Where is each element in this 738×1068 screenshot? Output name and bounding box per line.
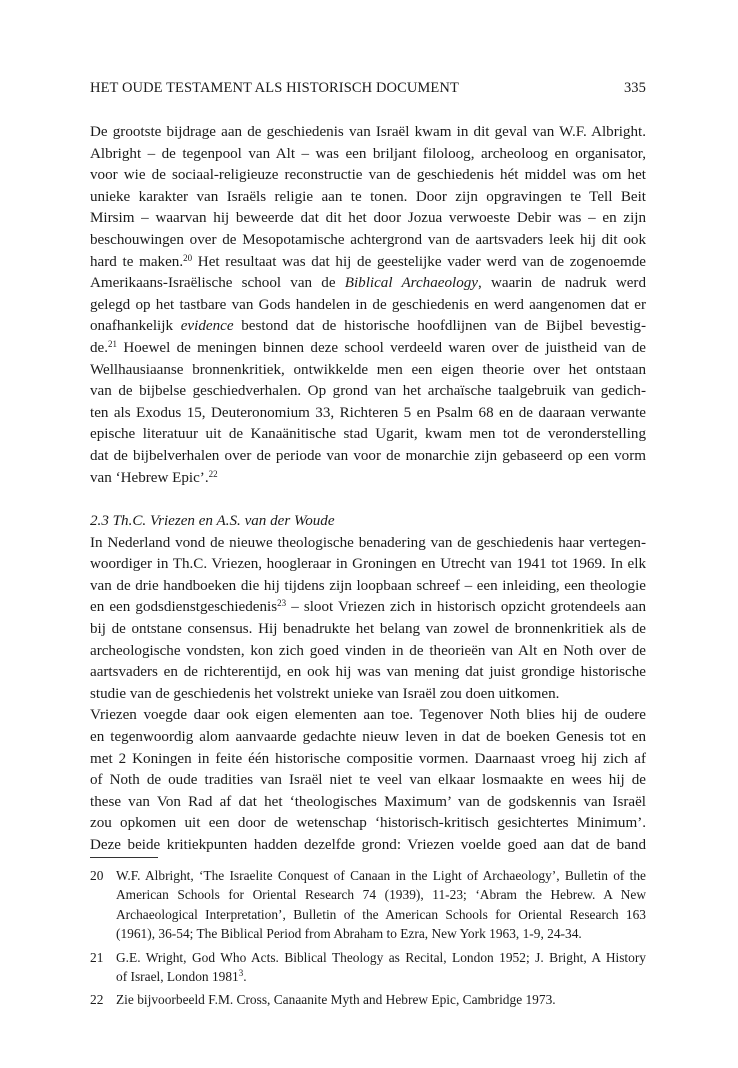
paragraph-vriezen-2 [90,705,646,856]
footnote-line: American Schools for Oriental Research 74 (1939), 11-23; ‘Abram the Hebrew. A New [116,887,646,903]
edition-superscript: 3 [238,968,244,979]
text-line: Albright – de tegenpool van Alt – was een briljant filoloog, archeoloog en organisator, [90,145,646,162]
text-line: of Noth de oude tradities van Israël niet te veel van elkaar losmaakte en wees hij de [90,772,646,789]
text-line: Wellhausiaanse bronnenkritiek, ontwikkelde men een eigen theorie over het ontstaan [90,361,646,378]
text-line: met 2 Koningen in feite één historische compositie vormen. Daarnaast vroeg hij zich af [90,750,646,767]
text-line: de.$^{21}$ Hoewel de meningen binnen deze school verdeeld waren over de juistheid van de [90,338,646,356]
text-line: van de drie handboeken die hij tijdens zijn loopbaan schreef – een inleiding, een theologie [90,577,646,594]
text-line: Vriezen voegde daar ook eigen elementen aan toe. Tegenover Noth blies hij de oudere [90,707,646,724]
footnote-line: G.E. Wright, God Who Acts. Biblical Theology as Recital, London 1952; J. Bright, A History [116,949,646,965]
footnote-21 [90,948,646,987]
footnote-number: 21 [90,949,104,965]
text-line: In Nederland vond de nieuwe theologische benadering van de geschiedenis haar vertegen- [90,534,646,551]
footnote-line: (1961), 36-54; The Biblical Period from Abraham to Ezra, New York 1963, 1-9, 24-34. [116,926,582,942]
text-line: van de bijbelse geschiedverhalen. Op grond van het archaïsche taalgebruik van gedich- [90,383,646,400]
footnote-separator [90,857,158,858]
text-line: en een godsdienstgeschiedenis$^{23}$ – sloot Vriezen zich in historisch opzicht grotendeels aan [90,598,647,616]
text-line: woordiger in Th.C. Vriezen, hoogleraar in Groningen en Utrecht van 1941 tot 1969. In elk [90,556,646,573]
body-text [90,122,646,857]
text-line: studie van de geschiedenis het volstrekt unieke van Israël zou doen uitkomen. [90,685,560,702]
section-gap [90,489,646,511]
paragraph-albright [90,122,646,489]
footnote-22 [90,990,646,1009]
footnote-line: of Israel, London 1981$^3$. [116,968,247,985]
section-heading: 2.3 Th.C. Vriezen en A.S. van der Woude [90,513,335,530]
text-line: unieke karakter van Israëls religie aan te tonen. Door zijn opgravingen te Tell Beit [90,188,646,205]
text-line: gelegd op het tastbare van Gods handelen in de geschiedenis en werd aangenomen dat er [90,296,646,313]
text-line: archeologische vondsten, kon zich goed vinden in de theorieën van Alt en Noth over de [90,642,646,659]
footnote-ref-23[interactable]: 23 [277,598,287,609]
footnotes [90,866,646,1014]
text-line: zou opkomen uit een door de wetenschap ‘historisch-kritisch gesichtertes Minimum’. [90,815,646,832]
paragraph-vriezen-1 [90,533,646,706]
page-number: 335 [623,80,646,96]
text-line: dat de bijbelverhalen over de periode van voor de monarchie zijn gebaseerd op een vorm [90,447,646,464]
footnote-line: W.F. Albright, ‘The Israelite Conquest of Canaan in the Light of Archaeology’, Bulletin of the [116,868,646,883]
footnote-ref-20[interactable]: 20 [183,252,193,263]
text-line: onafhankelijk evidence bestond dat de historische hoofdlijnen van de Bijbel bevestig- [90,318,647,335]
text-line: Amerikaans-Israëlische school van de Biblical Archaeology, waarin de nadruk werd [90,275,646,292]
text-line: Deze beide kritiekpunten hadden dezelfde grond: Vriezen voelde goed aan dat de band [90,837,646,853]
text-line: De grootste bijdrage aan de geschiedenis van Israël kwam in dit geval van W.F. Albright. [90,124,646,140]
footnote-line: Archaeological Interpretation’, Bulletin of the American Schools for Oriental Research 163 [116,906,646,922]
text-line: ten als Exodus 15, Deuteronomium 33, Richteren 5 en Psalm 68 en de daaraan verwante [90,404,646,421]
text-line: van ‘Hebrew Epic’.$^{22}$ [90,468,218,486]
footnote-line: Zie bijvoorbeeld F.M. Cross, Canaanite Myth and Hebrew Epic, Cambridge 1973. [116,992,556,1008]
text-line: aartsvaders en de richterentijd, en ook hij was van mening dat juist grondige historische [90,664,646,681]
text-line: beschouwingen over de Mesopotamische achtergrond van de aartsvaders leek hij dit ook [90,231,646,248]
text-line: these van Von Rad af dat het ‘theologisches Maximum’ van de godskennis van Israël [90,793,646,810]
text-line: bij de ontstane consensus. Hij benadrukte het belang van zowel de bronnenkritiek als de [90,621,646,638]
footnote-ref-21[interactable]: 21 [108,338,118,349]
text-line: voor wie de sociaal-religieuze reconstructie van de geschiedenis hét middel was om het [90,167,646,184]
footnote-number: 20 [90,868,104,883]
text-line: en tegenwoordig alom aanvaarde gedachte nieuw leven in dat de boeken Genesis tot en [90,729,646,746]
footnote-ref-22[interactable]: 22 [208,468,218,479]
footnote-number: 22 [90,992,104,1008]
text-line: epische literatuur uit de Kanaänitische stad Ugarit, kwam men tot de veronderstelling [90,426,646,443]
running-head-title: HET OUDE TESTAMENT ALS HISTORISCH DOCUMENT [90,80,459,96]
text-line: hard te maken.$^{20}$ Het resultaat was dat hij de geestelijke vader werd van de zogenoemde [90,252,646,270]
footnote-20 [90,866,646,944]
text-line: Mirsim – waarvan hij beweerde dat dit het door Jozua verwoeste Debir was – en zijn [90,210,646,227]
